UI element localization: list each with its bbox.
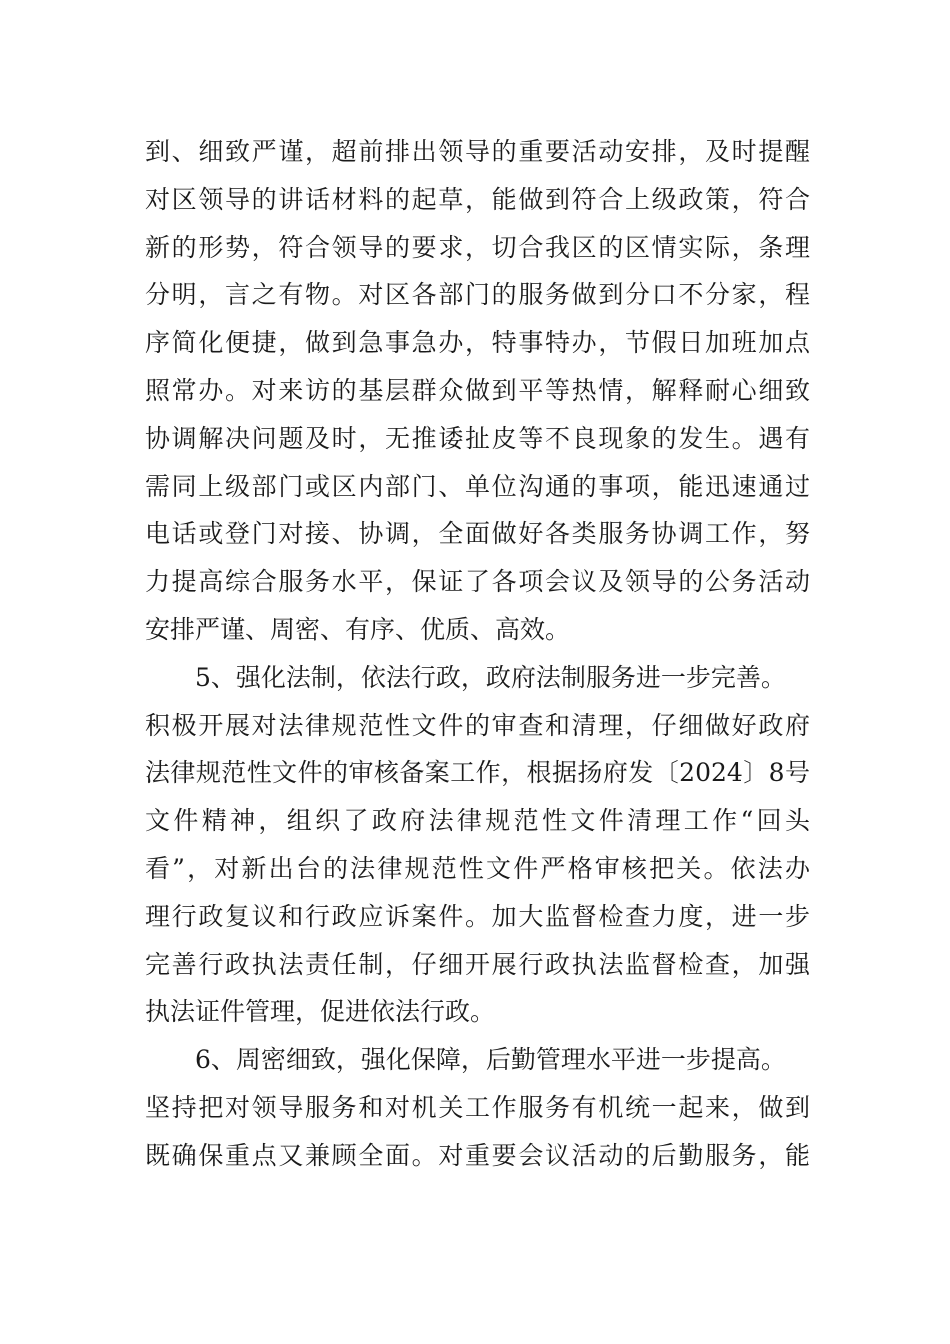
paragraph-end-line: 执法证件管理，促进依法行政。 <box>145 997 496 1027</box>
text-line: 对区领导的讲话材料的起草，能做到符合上级政策，符合 <box>145 184 810 214</box>
paragraph-end-line: 安排严谨、周密、有序、优质、高效。 <box>145 614 571 644</box>
text-line: 力提高综合服务水平，保证了各项会议及领导的公务活动 <box>145 567 810 597</box>
text-line: 电话或登门对接、协调，全面做好各类服务协调工作，努 <box>145 519 810 549</box>
text-line: 积极开展对法律规范性文件的审查和清理，仔细做好政府 <box>145 710 810 740</box>
text-line: 坚持把对领导服务和对机关工作服务有机统一起来，做到 <box>145 1092 810 1122</box>
section-heading-5: 5、强化法制，依法行政，政府法制服务进一步完善。 <box>195 662 786 692</box>
text-line: 分明，言之有物。对区各部门的服务做到分口不分家，程 <box>145 280 810 310</box>
text-line: 理行政复议和行政应诉案件。加大监督检查力度，进一步 <box>145 901 810 931</box>
document-body <box>145 128 810 1180</box>
text-line: 看”，对新出台的法律规范性文件严格审核把关。依法办 <box>145 853 810 883</box>
section-heading-6: 6、周密细致，强化保障，后勤管理水平进一步提高。 <box>195 1045 786 1075</box>
text-line: 需同上级部门或区内部门、单位沟通的事项，能迅速通过 <box>145 471 810 501</box>
text-line: 序简化便捷，做到急事急办，特事特办，节假日加班加点 <box>145 328 810 358</box>
text-line: 到、细致严谨，超前排出领导的重要活动安排，及时提醒 <box>145 137 810 166</box>
text-line: 新的形势，符合领导的要求，切合我区的区情实际，条理 <box>145 232 810 262</box>
text-line: 既确保重点又兼顾全面。对重要会议活动的后勤服务，能 <box>145 1140 810 1170</box>
text-line: 文件精神，组织了政府法律规范性文件清理工作“回头 <box>145 806 810 836</box>
text-line: 完善行政执法责任制，仔细开展行政执法监督检查，加强 <box>145 949 810 979</box>
text-line: 法律规范性文件的审核备案工作，根据扬府发〔2024〕8号 <box>145 758 810 788</box>
text-line: 协调解决问题及时，无推诿扯皮等不良现象的发生。遇有 <box>145 423 810 453</box>
text-line: 照常办。对来访的基层群众做到平等热情，解释耐心细致 <box>145 375 810 405</box>
